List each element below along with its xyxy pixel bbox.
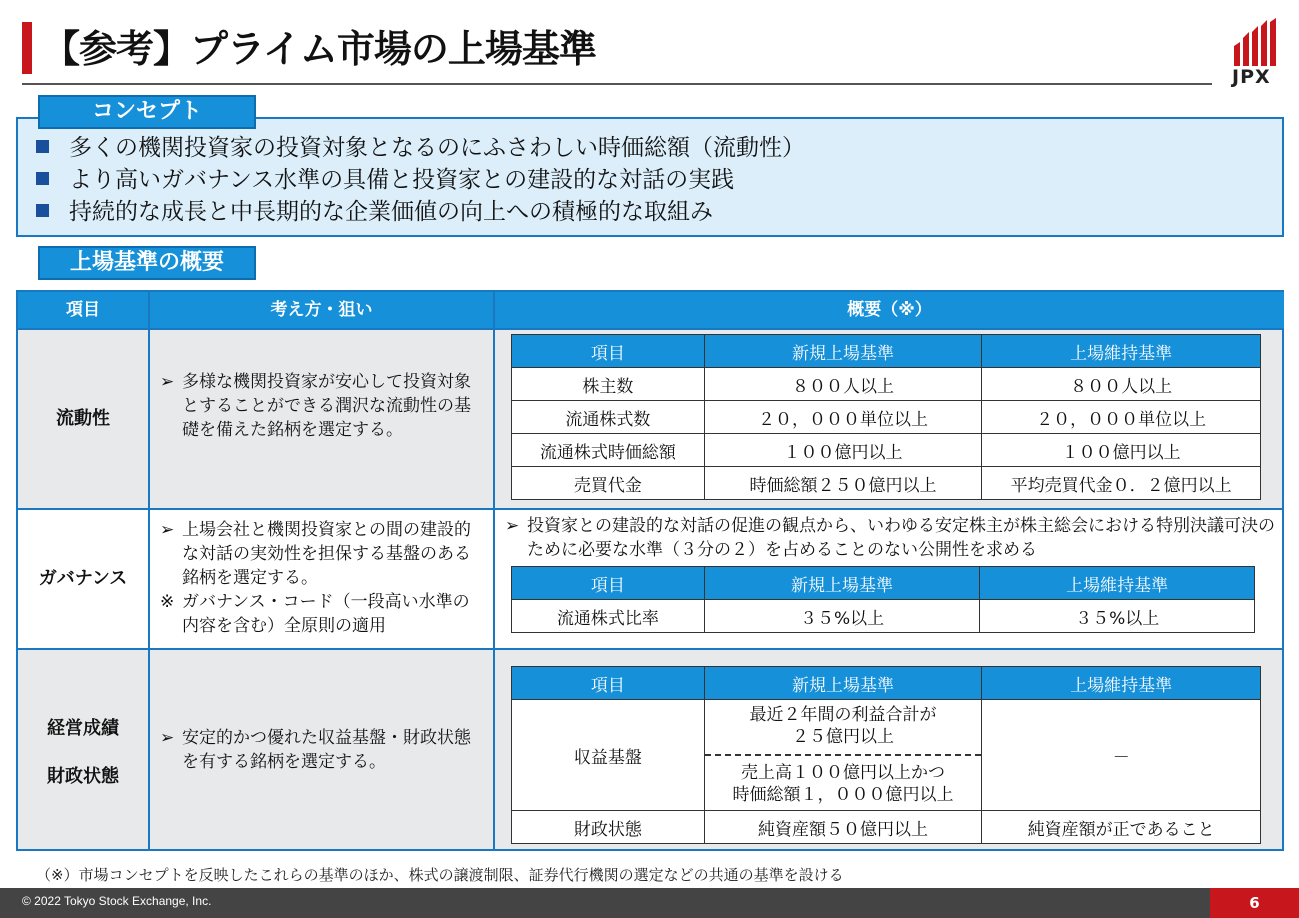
subtable-header: 項目 [512, 667, 705, 700]
cell: 純資産額が正であること [982, 811, 1261, 844]
grid-line [148, 292, 150, 849]
liquidity-aim [160, 370, 486, 442]
governance-note: ※ ガバナンス・コード（一段高い水準の内容を含む）全原則の適用 [160, 592, 470, 636]
cell: ２０，０００単位以上 [982, 401, 1261, 434]
subtable-header: 項目 [512, 567, 705, 600]
copyright: © 2022 Tokyo Stock Exchange, Inc. [22, 894, 212, 908]
governance-subtable [511, 566, 1255, 633]
listing-criteria-table [16, 290, 1284, 851]
subtable-header: 上場維持基準 [982, 335, 1261, 368]
concept-tag: コンセプト [38, 95, 256, 129]
subtable-header: 新規上場基準 [704, 667, 982, 700]
subtable-header: 新規上場基準 [704, 335, 982, 368]
cell: ３５%以上 [980, 600, 1255, 633]
concept-item: より高いガバナンス水準の具備と投資家との建設的な対話の実践 [36, 164, 805, 196]
square-bullet-icon [36, 172, 49, 185]
header-aim: 考え方・狙い [150, 292, 493, 328]
subtable-header: 項目 [512, 335, 705, 368]
grid-line [18, 648, 1282, 650]
arrow-bullet-icon: ➢ [505, 516, 520, 536]
earnings-new-cell: 最近２年間の利益合計が ２５億円以上 売上高１００億円以上かつ 時価総額１，０００億円以上 [704, 700, 982, 811]
cell: ３５%以上 [704, 600, 980, 633]
square-bullet-icon [36, 140, 49, 153]
overview-tag: 上場基準の概要 [38, 246, 256, 280]
cell: 財政状態 [512, 811, 705, 844]
page-number: 6 [1210, 888, 1299, 918]
subtable-header: 上場維持基準 [980, 567, 1255, 600]
arrow-bullet-icon: ➢ [160, 728, 175, 748]
cell: 株主数 [512, 368, 705, 401]
page-title: 【参考】プライム市場の上場基準 [42, 27, 596, 71]
liquidity-subtable [511, 334, 1261, 500]
cell: １００億円以上 [704, 434, 982, 467]
logo-text: JPX [1232, 66, 1271, 88]
cell: 売買代金 [512, 467, 705, 500]
bullet-text: ➢ 安定的かつ優れた収益基盤・財政状態を有する銘柄を選定する。 [160, 728, 471, 772]
row-label-governance: ガバナンス [38, 568, 128, 589]
concept-item: 持続的な成長と中長期的な企業価値の向上への積極的な取組み [36, 196, 805, 228]
table-row [512, 401, 1261, 434]
cell: 時価総額２５０億円以上 [704, 467, 982, 500]
dashed-divider [705, 754, 982, 756]
cell: 純資産額５０億円以上 [704, 811, 982, 844]
grid-line [18, 328, 1282, 330]
row-label-liquidity: 流動性 [56, 408, 110, 429]
cell: １００億円以上 [982, 434, 1261, 467]
bullet-text: ➢ 多様な機関投資家が安心して投資対象とすることができる潤沢な流動性の基礎を備えた銘柄を選定する。 [160, 372, 471, 440]
cell: 収益基盤 [512, 700, 705, 811]
table-row [512, 434, 1261, 467]
governance-summary [505, 514, 1275, 562]
cell: ８００人以上 [982, 368, 1261, 401]
arrow-bullet-icon: ➢ [160, 520, 175, 540]
table-row [512, 811, 1261, 844]
cell: － [982, 700, 1261, 811]
concept-list [36, 132, 805, 228]
subtable-header: 上場維持基準 [982, 667, 1261, 700]
title-accent-bar [22, 22, 32, 74]
bullet-text: ➢ 上場会社と機関投資家との間の建設的な対話の実効性を担保する基盤のある銘柄を選定する。 [160, 520, 471, 588]
cell: 流通株式時価総額 [512, 434, 705, 467]
cell: 平均売買代金０．２億円以上 [982, 467, 1261, 500]
cell: ８００人以上 [704, 368, 982, 401]
table-row [512, 368, 1261, 401]
grid-line [18, 508, 1282, 510]
cell: ２０，０００単位以上 [704, 401, 982, 434]
header-summary: 概要（※） [495, 292, 1284, 328]
table-row [512, 600, 1255, 633]
square-bullet-icon [36, 204, 49, 217]
subtable-header: 新規上場基準 [704, 567, 980, 600]
footnote: （※）市場コンセプトを反映したこれらの基準のほか、株式の譲渡制限、証券代行機関の選定などの共通の基準を設ける [36, 866, 844, 884]
cell: 流通株式比率 [512, 600, 705, 633]
grid-line [493, 292, 495, 849]
financial-subtable [511, 666, 1261, 844]
bullet-text: ➢ 投資家との建設的な対話の促進の観点から、いわゆる安定株主が株主総会における特別決議可決のために必要な水準（３分の２）を占めることのない公開性を求める [505, 516, 1275, 560]
cell: 流通株式数 [512, 401, 705, 434]
row-label-position: 財政状態 [47, 766, 119, 787]
concept-item: 多くの機関投資家の投資対象となるのにふさわしい時価総額（流動性） [36, 132, 805, 164]
arrow-bullet-icon: ➢ [160, 372, 175, 392]
table-row [512, 467, 1261, 500]
header-item: 項目 [18, 292, 148, 328]
row-label-results: 経営成績 [47, 718, 119, 739]
table-row [512, 700, 1261, 811]
financial-aim [160, 726, 486, 774]
title-divider [22, 83, 1212, 85]
governance-aim [160, 518, 486, 638]
